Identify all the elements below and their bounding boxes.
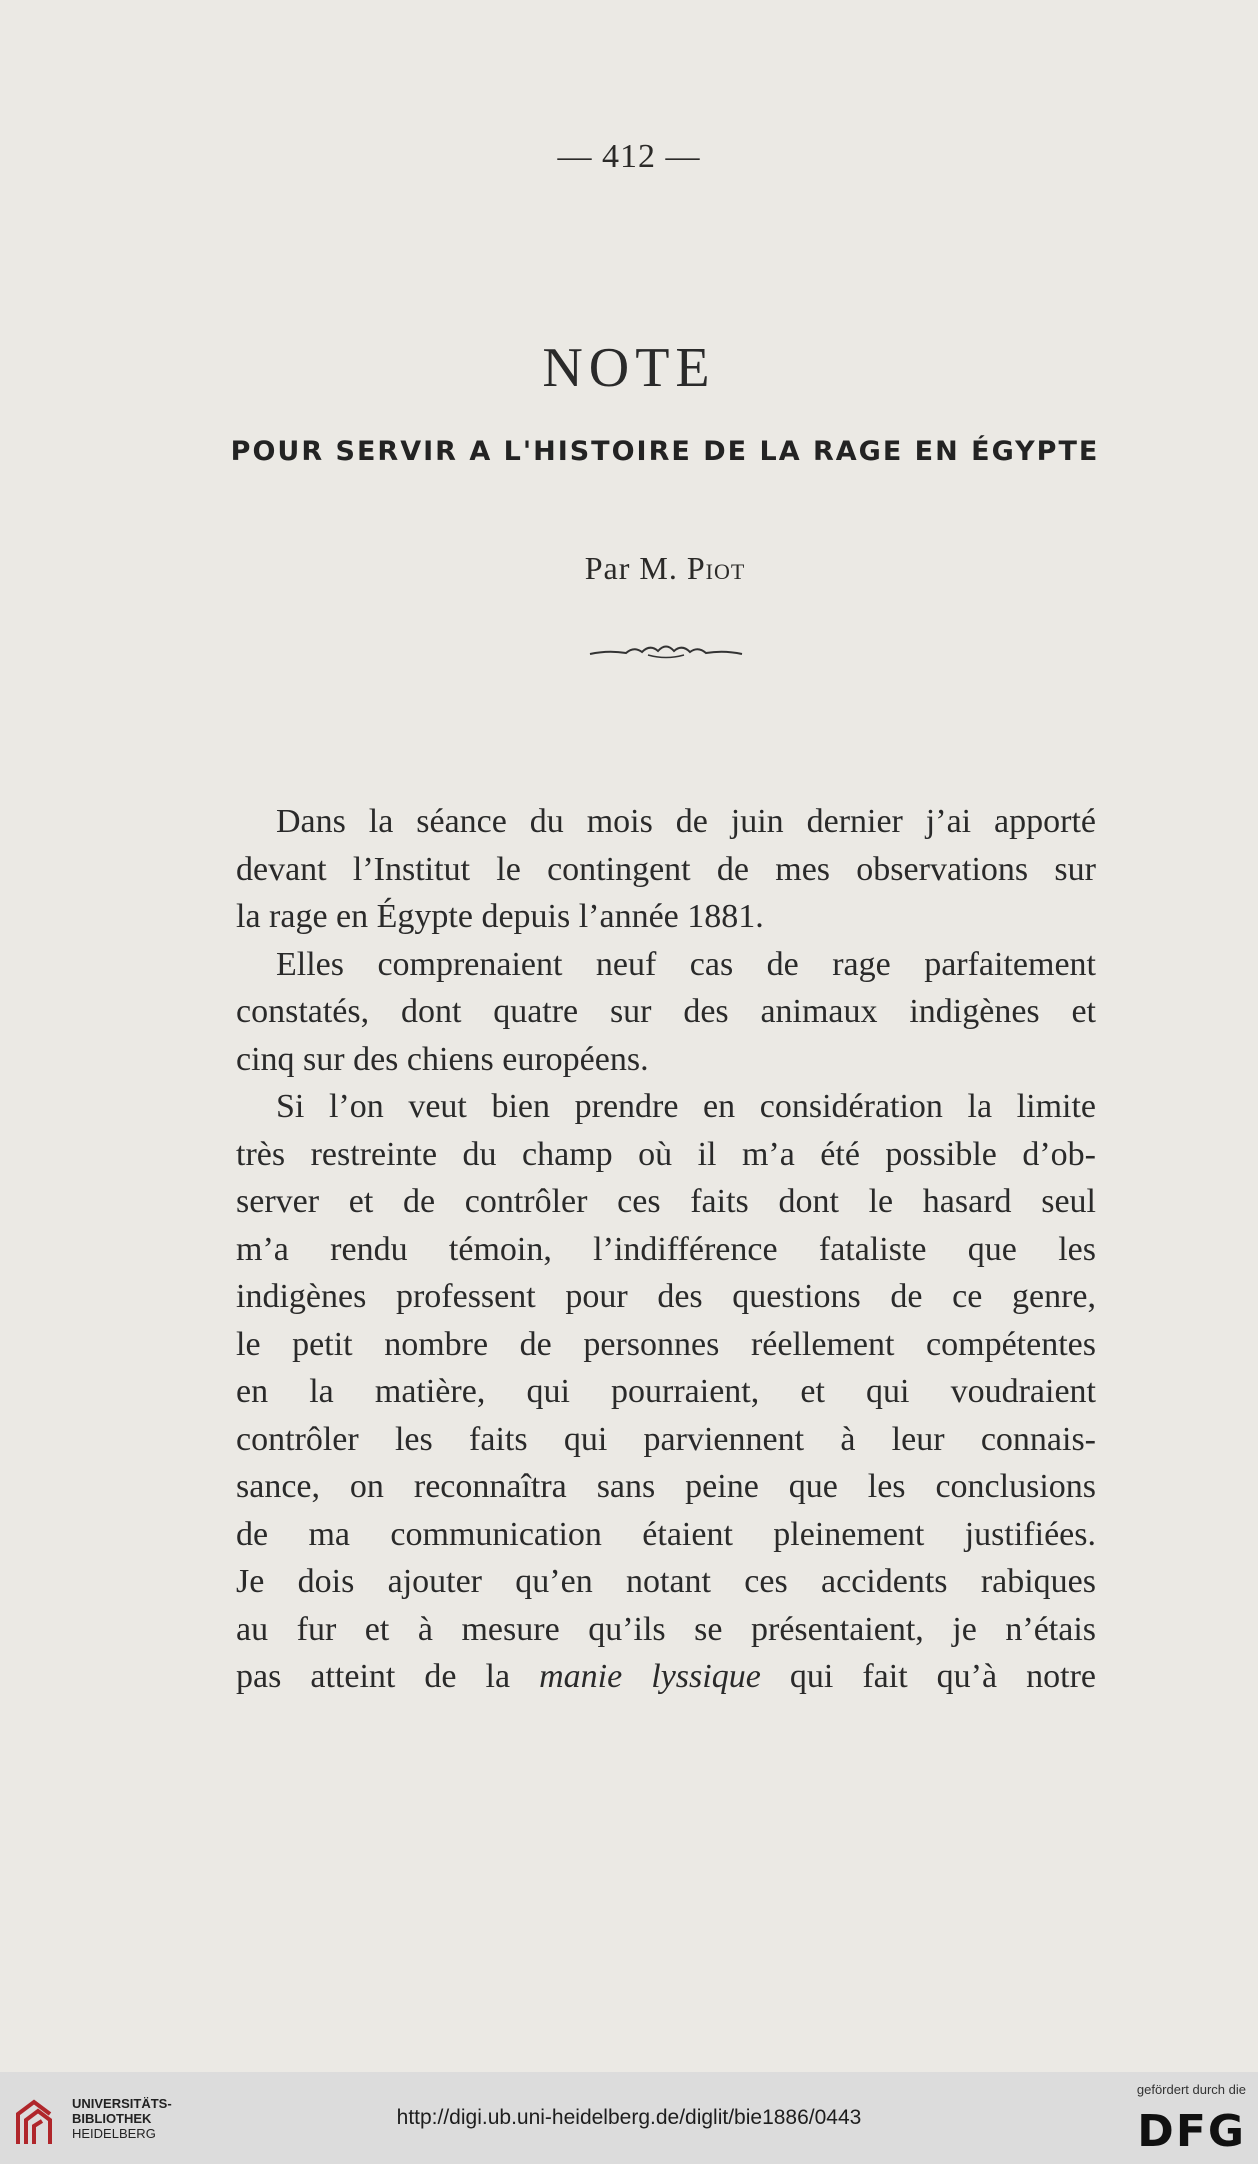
author-line <box>0 550 1258 587</box>
article-subtitle: POUR SERVIR A L'HISTOIRE DE LA RAGE EN ÉGYPTE <box>230 436 1100 467</box>
article-body <box>236 798 1096 1701</box>
body-line: sance, on reconnaîtra sans peine que les conclusions <box>236 1468 1096 1505</box>
ornament-divider-icon <box>588 640 744 664</box>
library-line-3: HEIDELBERG <box>72 2126 156 2141</box>
body-line: au fur et à mesure qu’ils se présentaient, je n’étais <box>236 1610 1096 1648</box>
italic-term: manie lyssique <box>539 1658 761 1695</box>
dfg-logo: DFG <box>1137 2106 1246 2157</box>
digitization-footer <box>0 2072 1258 2164</box>
body-line: constatés, dont quatre sur des animaux indigènes et <box>236 993 1096 1030</box>
body-line-last <box>236 1653 1096 1701</box>
last-line-end: qui fait qu’à notre <box>760 1658 1097 1695</box>
article-title: NOTE <box>542 337 716 399</box>
body-line: très restreinte du champ où il m’a été possible d’ob- <box>236 1135 1096 1173</box>
body-line: contrôler les faits qui parviennent à leur connais- <box>236 1420 1096 1458</box>
body-line: devant l’Institut le contingent de mes observations sur <box>236 850 1096 888</box>
body-line: Elles comprenaient neuf cas de rage parfaitement <box>276 945 1096 983</box>
body-line: en la matière, qui pourraient, et qui voudraient <box>236 1373 1096 1410</box>
last-line-start: pas atteint de la <box>236 1658 540 1695</box>
funded-by-text: gefördert durch die <box>1136 2082 1246 2097</box>
body-line: de ma communication étaient pleinement justifiées. <box>236 1515 1096 1553</box>
library-line-2: BIBLIOTHEK <box>72 2111 152 2126</box>
author-prefix: Par M. <box>584 550 687 586</box>
permalink-url[interactable]: http://digi.ub.uni-heidelberg.de/diglit/bie1886/0443 <box>396 2106 862 2129</box>
body-line: cinq sur des chiens européens. <box>236 1040 649 1078</box>
body-line: m’a rendu témoin, l’indifférence fataliste que les <box>236 1230 1096 1268</box>
body-line: Dans la séance du mois de juin dernier j’ai apporté <box>276 803 1096 840</box>
body-line: Je dois ajouter qu’en notant ces accidents rabiques <box>236 1563 1096 1600</box>
page-number: — 412 — <box>557 138 701 175</box>
body-line: server et de contrôler ces faits dont le hasard seul <box>236 1183 1096 1220</box>
body-line: Si l’on veut bien prendre en considération la limite <box>276 1088 1096 1125</box>
library-line-1: UNIVERSITÄTS- <box>72 2096 172 2111</box>
body-line: le petit nombre de personnes réellement compétentes <box>236 1325 1096 1363</box>
body-line: la rage en Égypte depuis l’année 1881. <box>236 898 764 935</box>
body-line: indigènes professent pour des questions de ce genre, <box>236 1278 1096 1315</box>
author-name: Piot <box>686 550 746 586</box>
